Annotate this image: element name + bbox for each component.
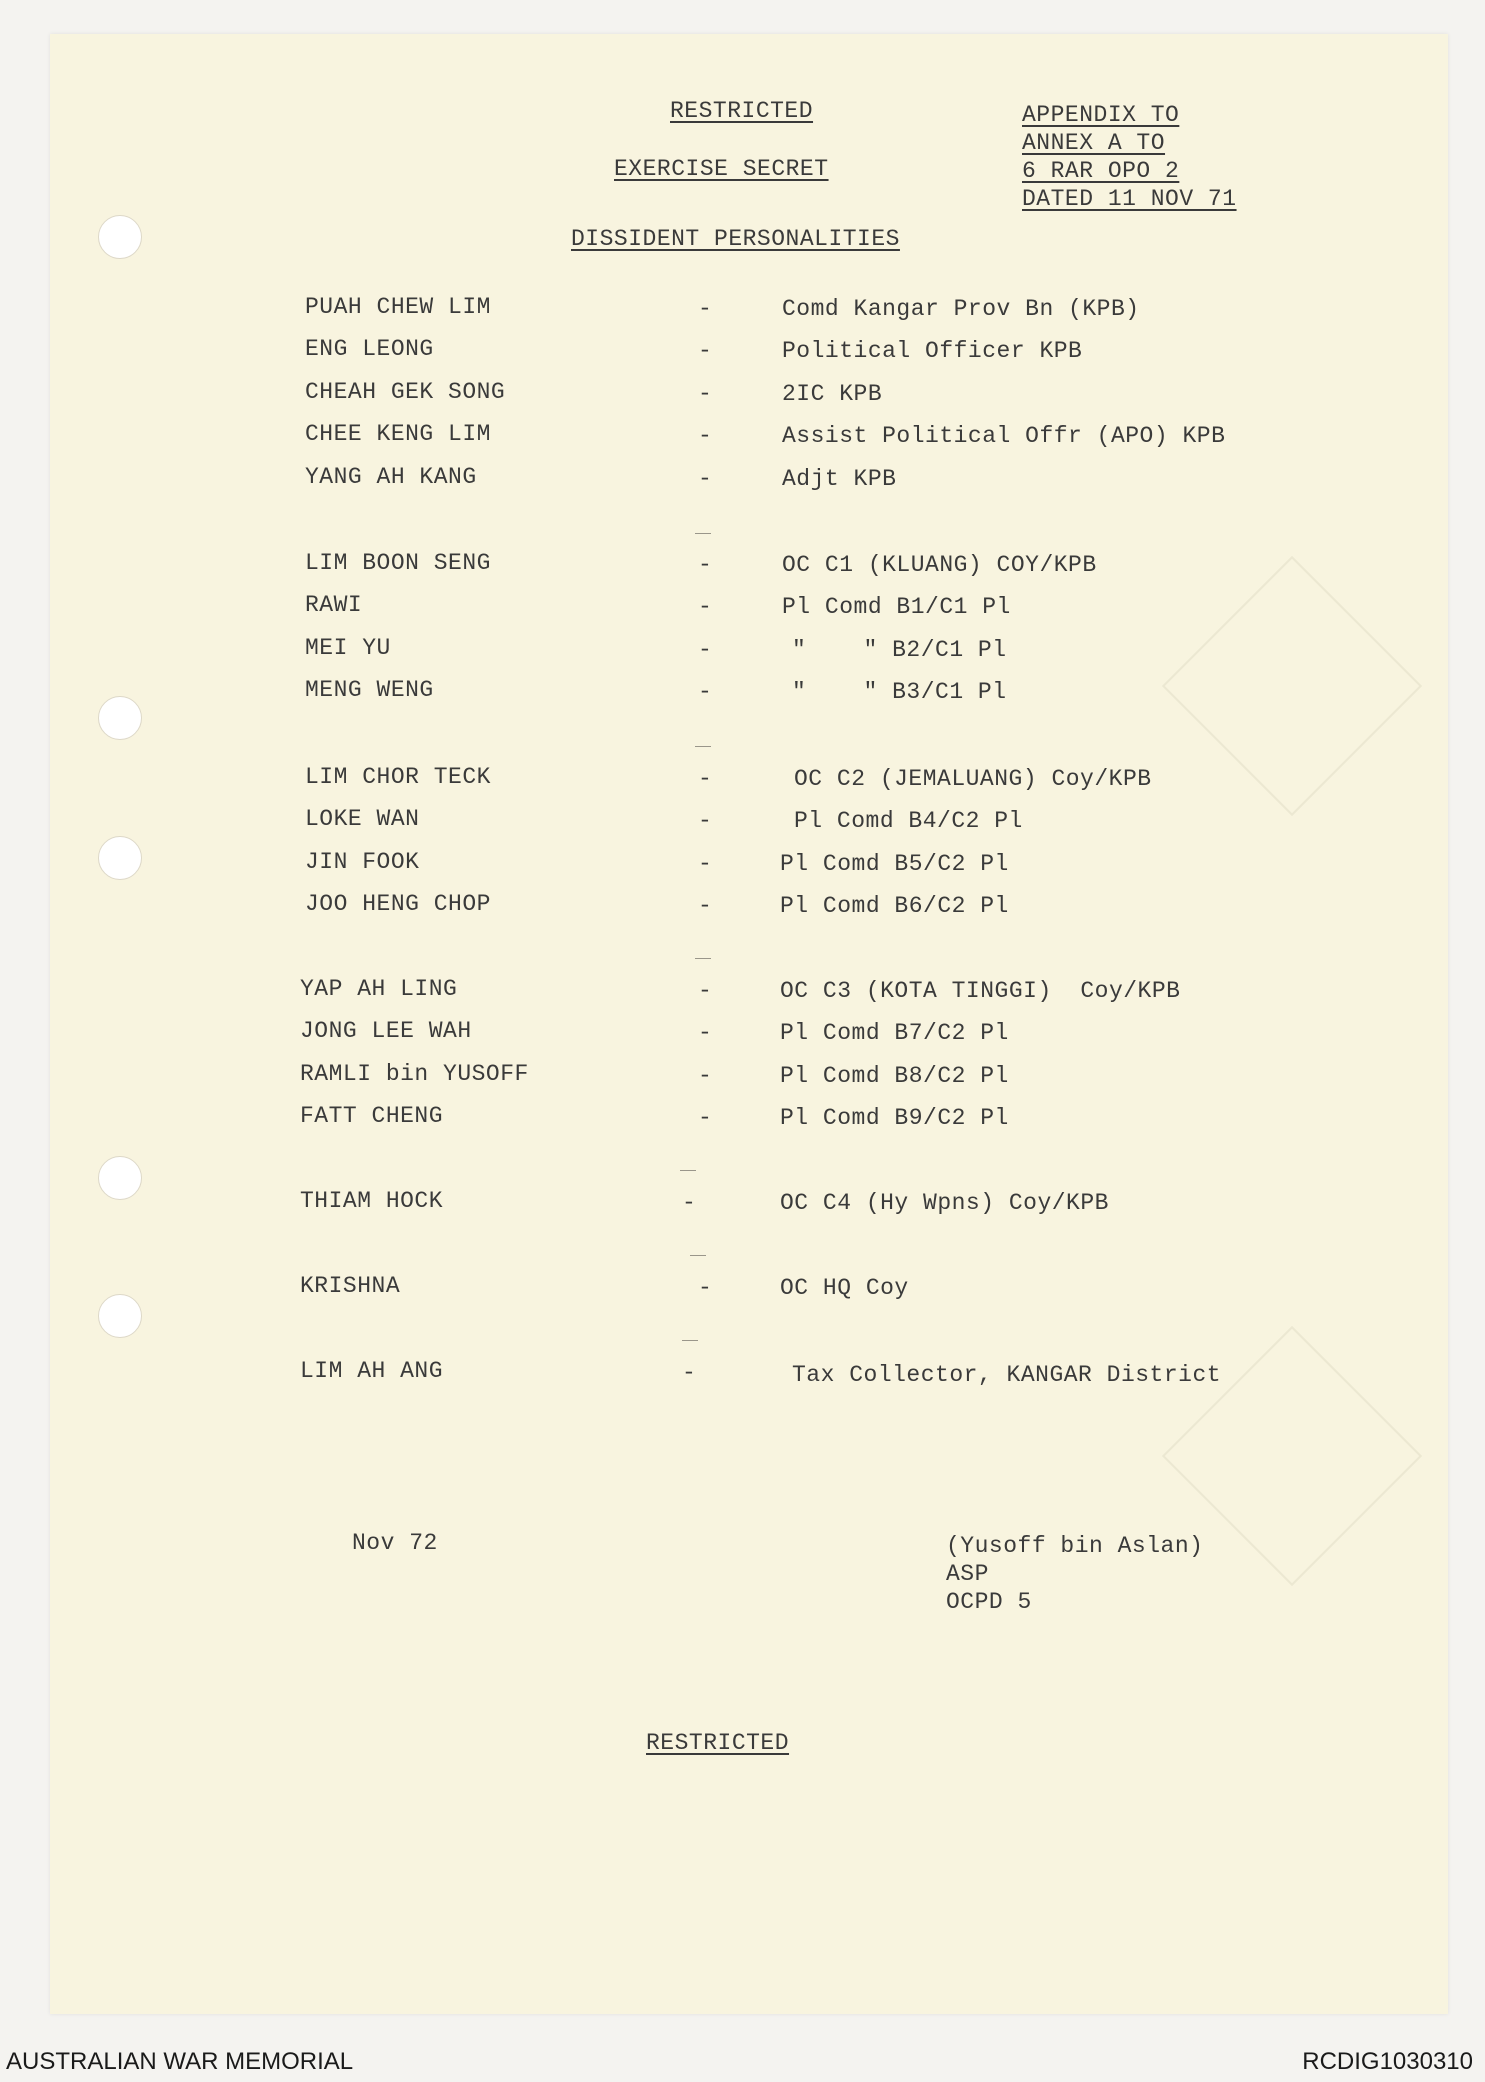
person-role: OC C2 (JEMALUANG) Coy/KPB: [794, 766, 1152, 792]
person-role: Pl Comd B9/C2 Pl: [780, 1105, 1009, 1131]
dash-separator: -: [698, 808, 712, 834]
person-name: PUAH CHEW LIM: [305, 294, 491, 320]
punch-hole: [98, 215, 142, 259]
archive-footer-left: AUSTRALIAN WAR MEMORIAL: [6, 2048, 354, 2075]
person-name: KRISHNA: [300, 1273, 401, 1299]
dash-separator: -: [698, 296, 712, 322]
dash-separator: -: [698, 637, 712, 663]
person-name: YANG AH KANG: [305, 464, 477, 490]
dash-separator: -: [698, 466, 712, 492]
appendix-line-3: 6 RAR OPO 2: [1022, 158, 1180, 184]
person-role: " " B3/C1 Pl: [792, 679, 1007, 705]
dash-separator: -: [698, 978, 712, 1004]
dash-separator: -: [698, 766, 712, 792]
dash-separator: -: [698, 1275, 712, 1301]
person-name: ENG LEONG: [305, 336, 434, 362]
document-page: [50, 34, 1448, 2014]
dash-separator: -: [698, 1020, 712, 1046]
dash-separator: -: [698, 851, 712, 877]
dash-separator: -: [698, 1063, 712, 1089]
document-title: DISSIDENT PERSONALITIES: [571, 226, 900, 252]
dash-separator: -: [698, 552, 712, 578]
separator-tick: [695, 746, 711, 747]
person-role: " " B2/C1 Pl: [792, 637, 1007, 663]
dash-separator: -: [698, 1105, 712, 1131]
punch-hole: [98, 1294, 142, 1338]
person-role: Pl Comd B4/C2 Pl: [794, 808, 1023, 834]
person-role: Assist Political Offr (APO) KPB: [782, 423, 1226, 449]
person-role: Pl Comd B7/C2 Pl: [780, 1020, 1009, 1046]
signatory-rank: ASP: [946, 1561, 989, 1587]
signatory-name: (Yusoff bin Aslan): [946, 1533, 1204, 1559]
person-name: MENG WENG: [305, 677, 434, 703]
separator-tick: [680, 1170, 696, 1171]
classification-bottom: RESTRICTED: [646, 1730, 790, 1756]
person-role: OC C1 (KLUANG) COY/KPB: [782, 552, 1097, 578]
punch-hole: [98, 1156, 142, 1200]
separator-tick: [695, 958, 711, 959]
separator-tick: [690, 1255, 706, 1256]
classification-top: RESTRICTED: [670, 98, 814, 124]
separator-tick: [682, 1340, 698, 1341]
appendix-line-2: ANNEX A TO: [1022, 130, 1166, 156]
person-name: LIM AH ANG: [300, 1358, 444, 1384]
signatory-appointment: OCPD 5: [946, 1589, 1032, 1615]
dash-separator: -: [698, 893, 712, 919]
person-role: 2IC KPB: [782, 381, 883, 407]
person-role: Adjt KPB: [782, 466, 897, 492]
person-name: MEI YU: [305, 635, 391, 661]
punch-hole: [98, 836, 142, 880]
person-name: RAMLI bin YUSOFF: [300, 1061, 529, 1087]
dash-separator: -: [698, 423, 712, 449]
person-name: JONG LEE WAH: [300, 1018, 472, 1044]
person-role: Tax Collector, KANGAR District: [792, 1362, 1222, 1388]
archive-footer-right: RCDIG1030310: [1302, 2048, 1473, 2075]
dash-separator: -: [698, 679, 712, 705]
person-name: JIN FOOK: [305, 849, 420, 875]
person-name: CHEE KENG LIM: [305, 421, 491, 447]
person-role: Comd Kangar Prov Bn (KPB): [782, 296, 1140, 322]
person-name: CHEAH GEK SONG: [305, 379, 506, 405]
person-role: OC C4 (Hy Wpns) Coy/KPB: [780, 1190, 1109, 1216]
dash-separator: -: [698, 338, 712, 364]
person-role: Political Officer KPB: [782, 338, 1083, 364]
person-name: LIM CHOR TECK: [305, 764, 491, 790]
dash-separator: -: [682, 1190, 696, 1216]
person-name: THIAM HOCK: [300, 1188, 444, 1214]
person-name: FATT CHENG: [300, 1103, 444, 1129]
person-role: Pl Comd B6/C2 Pl: [780, 893, 1009, 919]
person-role: Pl Comd B8/C2 Pl: [780, 1063, 1009, 1089]
appendix-line-1: APPENDIX TO: [1022, 102, 1180, 128]
document-date: Nov 72: [352, 1530, 438, 1556]
person-name: LIM BOON SENG: [305, 550, 491, 576]
person-role: OC HQ Coy: [780, 1275, 909, 1301]
dash-separator: -: [682, 1360, 696, 1386]
appendix-line-4: DATED 11 NOV 71: [1022, 186, 1237, 212]
watermark-stamp: [1162, 556, 1422, 816]
person-name: YAP AH LING: [300, 976, 458, 1002]
person-name: LOKE WAN: [305, 806, 420, 832]
dash-separator: -: [698, 594, 712, 620]
exercise-label: EXERCISE SECRET: [614, 156, 829, 182]
dash-separator: -: [698, 381, 712, 407]
person-role: Pl Comd B1/C1 Pl: [782, 594, 1011, 620]
person-role: OC C3 (KOTA TINGGI) Coy/KPB: [780, 978, 1181, 1004]
person-name: JOO HENG CHOP: [305, 891, 491, 917]
person-role: Pl Comd B5/C2 Pl: [780, 851, 1009, 877]
punch-hole: [98, 696, 142, 740]
separator-tick: [695, 533, 711, 534]
person-name: RAWI: [305, 592, 363, 618]
